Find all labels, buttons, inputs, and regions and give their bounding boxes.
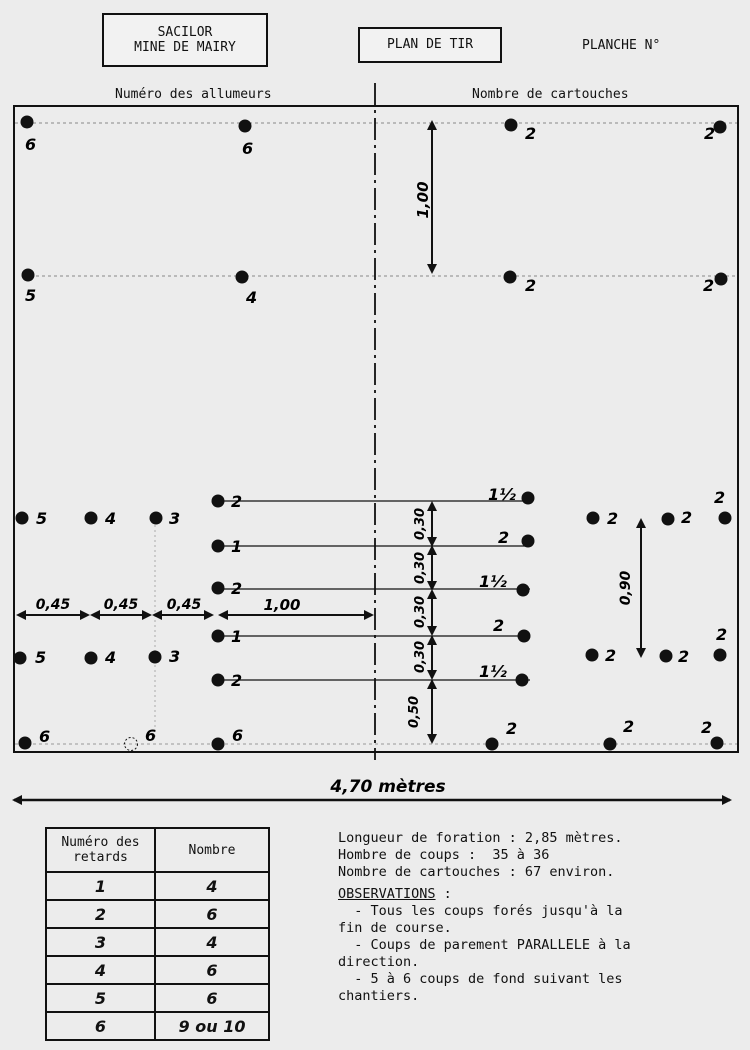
- drill-hole: [518, 630, 531, 643]
- drill-hole: [85, 512, 98, 525]
- hole-label: 6: [242, 139, 254, 158]
- dim-label-h3: 0,45: [166, 597, 202, 613]
- company-line-1: SACILOR: [157, 25, 213, 40]
- table-cell-nombre: 4: [155, 928, 269, 956]
- observation-1b: fin de course.: [338, 920, 452, 936]
- dim-label-h1: 0,45: [35, 597, 71, 613]
- hole-label: 2: [704, 124, 716, 143]
- info-coups: Hombre de coups : 35 à 36: [338, 847, 550, 863]
- hole-label: 5: [25, 286, 37, 305]
- hole-label: 2: [231, 671, 243, 690]
- table-cell-retard: 1: [46, 872, 155, 900]
- drill-hole: [212, 582, 225, 595]
- holes-group: [14, 116, 732, 751]
- table-cell-nombre: 4: [155, 872, 269, 900]
- observations-heading: OBSERVATIONS :: [338, 886, 452, 902]
- drill-hole: [719, 512, 732, 525]
- hole-label: 2: [703, 276, 715, 295]
- table-cell-nombre: 6: [155, 900, 269, 928]
- hole-label: 3: [169, 647, 181, 666]
- drill-hole: [486, 738, 499, 751]
- hole-label: 2: [493, 616, 505, 635]
- delay-table-header-retards: Numéro des retards: [46, 828, 155, 872]
- table-row: [46, 984, 269, 1012]
- table-row: [46, 928, 269, 956]
- drill-hole: [14, 652, 27, 665]
- company-line-2: MINE DE MAIRY: [134, 40, 236, 55]
- drill-hole: [212, 674, 225, 687]
- hole-label: 2: [607, 509, 619, 528]
- drill-hole: [504, 271, 517, 284]
- info-longueur: Longueur de foration : 2,85 mètres.: [338, 830, 623, 846]
- drill-hole: [85, 652, 98, 665]
- dim-label-h4: 1,00: [263, 596, 301, 614]
- dim-label-030-1: 0,30: [413, 507, 428, 541]
- table-cell-nombre: 6: [155, 956, 269, 984]
- drill-hole: [19, 737, 32, 750]
- drill-hole: [212, 540, 225, 553]
- hole-label: 2: [498, 528, 510, 547]
- hole-label: 5: [36, 509, 48, 528]
- observations-title: OBSERVATIONS: [338, 886, 436, 902]
- hole-label: 1½: [479, 572, 507, 591]
- table-cell-retard: 5: [46, 984, 155, 1012]
- plan-title: PLAN DE TIR: [386, 37, 474, 52]
- hole-label: 1: [231, 537, 243, 556]
- table-cell-retard: 3: [46, 928, 155, 956]
- drill-hole: [660, 650, 673, 663]
- hole-label: 2: [231, 492, 243, 511]
- table-row: [46, 872, 269, 900]
- hole-label: 1½: [488, 485, 516, 504]
- hole-label: 4: [105, 509, 117, 528]
- drill-hole: [236, 271, 249, 284]
- hole-label: 4: [105, 648, 117, 667]
- drill-hole: [517, 584, 530, 597]
- drill-hole: [505, 119, 518, 132]
- drill-hole: [522, 492, 535, 505]
- drill-hole: [715, 273, 728, 286]
- hole-label: 2: [701, 718, 713, 737]
- delay-table-header: [46, 828, 269, 872]
- table-row: [46, 900, 269, 928]
- drill-hole: [212, 630, 225, 643]
- hole-label: 1½: [479, 662, 507, 681]
- hole-label: 5: [35, 648, 47, 667]
- drill-hole: [604, 738, 617, 751]
- hole-label: 2: [714, 488, 726, 507]
- table-cell-retard: 6: [46, 1012, 155, 1040]
- observation-1a: - Tous les coups forés jusqu'à la: [338, 903, 623, 919]
- drill-hole: [16, 512, 29, 525]
- hole-label: 2: [231, 579, 243, 598]
- drill-hole: [711, 737, 724, 750]
- hole-label: 4: [246, 288, 258, 307]
- drill-hole: [522, 535, 535, 548]
- drill-hole: [150, 512, 163, 525]
- drill-hole: [21, 116, 34, 129]
- right-column-title: Nombre de cartouches: [472, 87, 629, 102]
- table-row: [46, 956, 269, 984]
- hole-label: 6: [145, 726, 157, 745]
- observation-3b: chantiers.: [338, 988, 420, 1004]
- table-cell-nombre: 6: [155, 984, 269, 1012]
- section-frame: [14, 106, 738, 752]
- drill-hole: [22, 269, 35, 282]
- table-row: [46, 1012, 269, 1040]
- dim-label-top: 1,00: [414, 181, 432, 219]
- drill-hole: [714, 649, 727, 662]
- hole-label: 2: [525, 276, 537, 295]
- dim-label-030-3: 0,30: [413, 595, 428, 629]
- hole-label: 2: [678, 647, 690, 666]
- table-cell-nombre: 9 ou 10: [155, 1012, 269, 1040]
- drill-hole: [662, 513, 675, 526]
- table-cell-retard: 4: [46, 956, 155, 984]
- table-cell-retard: 2: [46, 900, 155, 928]
- drill-hole: [714, 121, 727, 134]
- hole-label: 2: [506, 719, 518, 738]
- drill-hole: [587, 512, 600, 525]
- delay-table: [45, 827, 270, 1041]
- drill-hole: [239, 120, 252, 133]
- dim-label-030-2: 0,30: [413, 551, 428, 585]
- dim-label-h2: 0,45: [103, 597, 139, 613]
- drill-hole: [149, 651, 162, 664]
- hole-label: 2: [681, 508, 693, 527]
- hole-label: 2: [525, 124, 537, 143]
- dim-label-bottom: 0,50: [407, 695, 422, 729]
- dim-label-total: 4,70 mètres: [330, 777, 446, 797]
- observation-2b: direction.: [338, 954, 420, 970]
- drill-hole: [516, 674, 529, 687]
- hole-label: 3: [169, 509, 181, 528]
- drill-hole: [212, 738, 225, 751]
- observation-2a: - Coups de parement PARALLELE à la: [338, 937, 631, 953]
- hole-label: 1: [231, 627, 243, 646]
- hole-label: 2: [623, 717, 635, 736]
- delay-table-header-nombre: Nombre: [155, 828, 269, 872]
- hole-label: 6: [232, 726, 244, 745]
- hole-label: 6: [25, 135, 37, 154]
- drill-hole: [586, 649, 599, 662]
- hole-label: 2: [605, 646, 617, 665]
- hole-label: 2: [716, 625, 728, 644]
- dim-label-right: 0,90: [618, 570, 634, 606]
- hole-label: 6: [39, 727, 51, 746]
- info-cartouches: Nombre de cartouches : 67 environ.: [338, 864, 615, 880]
- drill-hole: [212, 495, 225, 508]
- dim-label-030-4: 0,30: [413, 640, 428, 674]
- left-column-title: Numéro des allumeurs: [115, 87, 272, 102]
- observation-3a: - 5 à 6 coups de fond suivant les: [338, 971, 623, 987]
- planche-label: PLANCHE N°: [582, 38, 661, 53]
